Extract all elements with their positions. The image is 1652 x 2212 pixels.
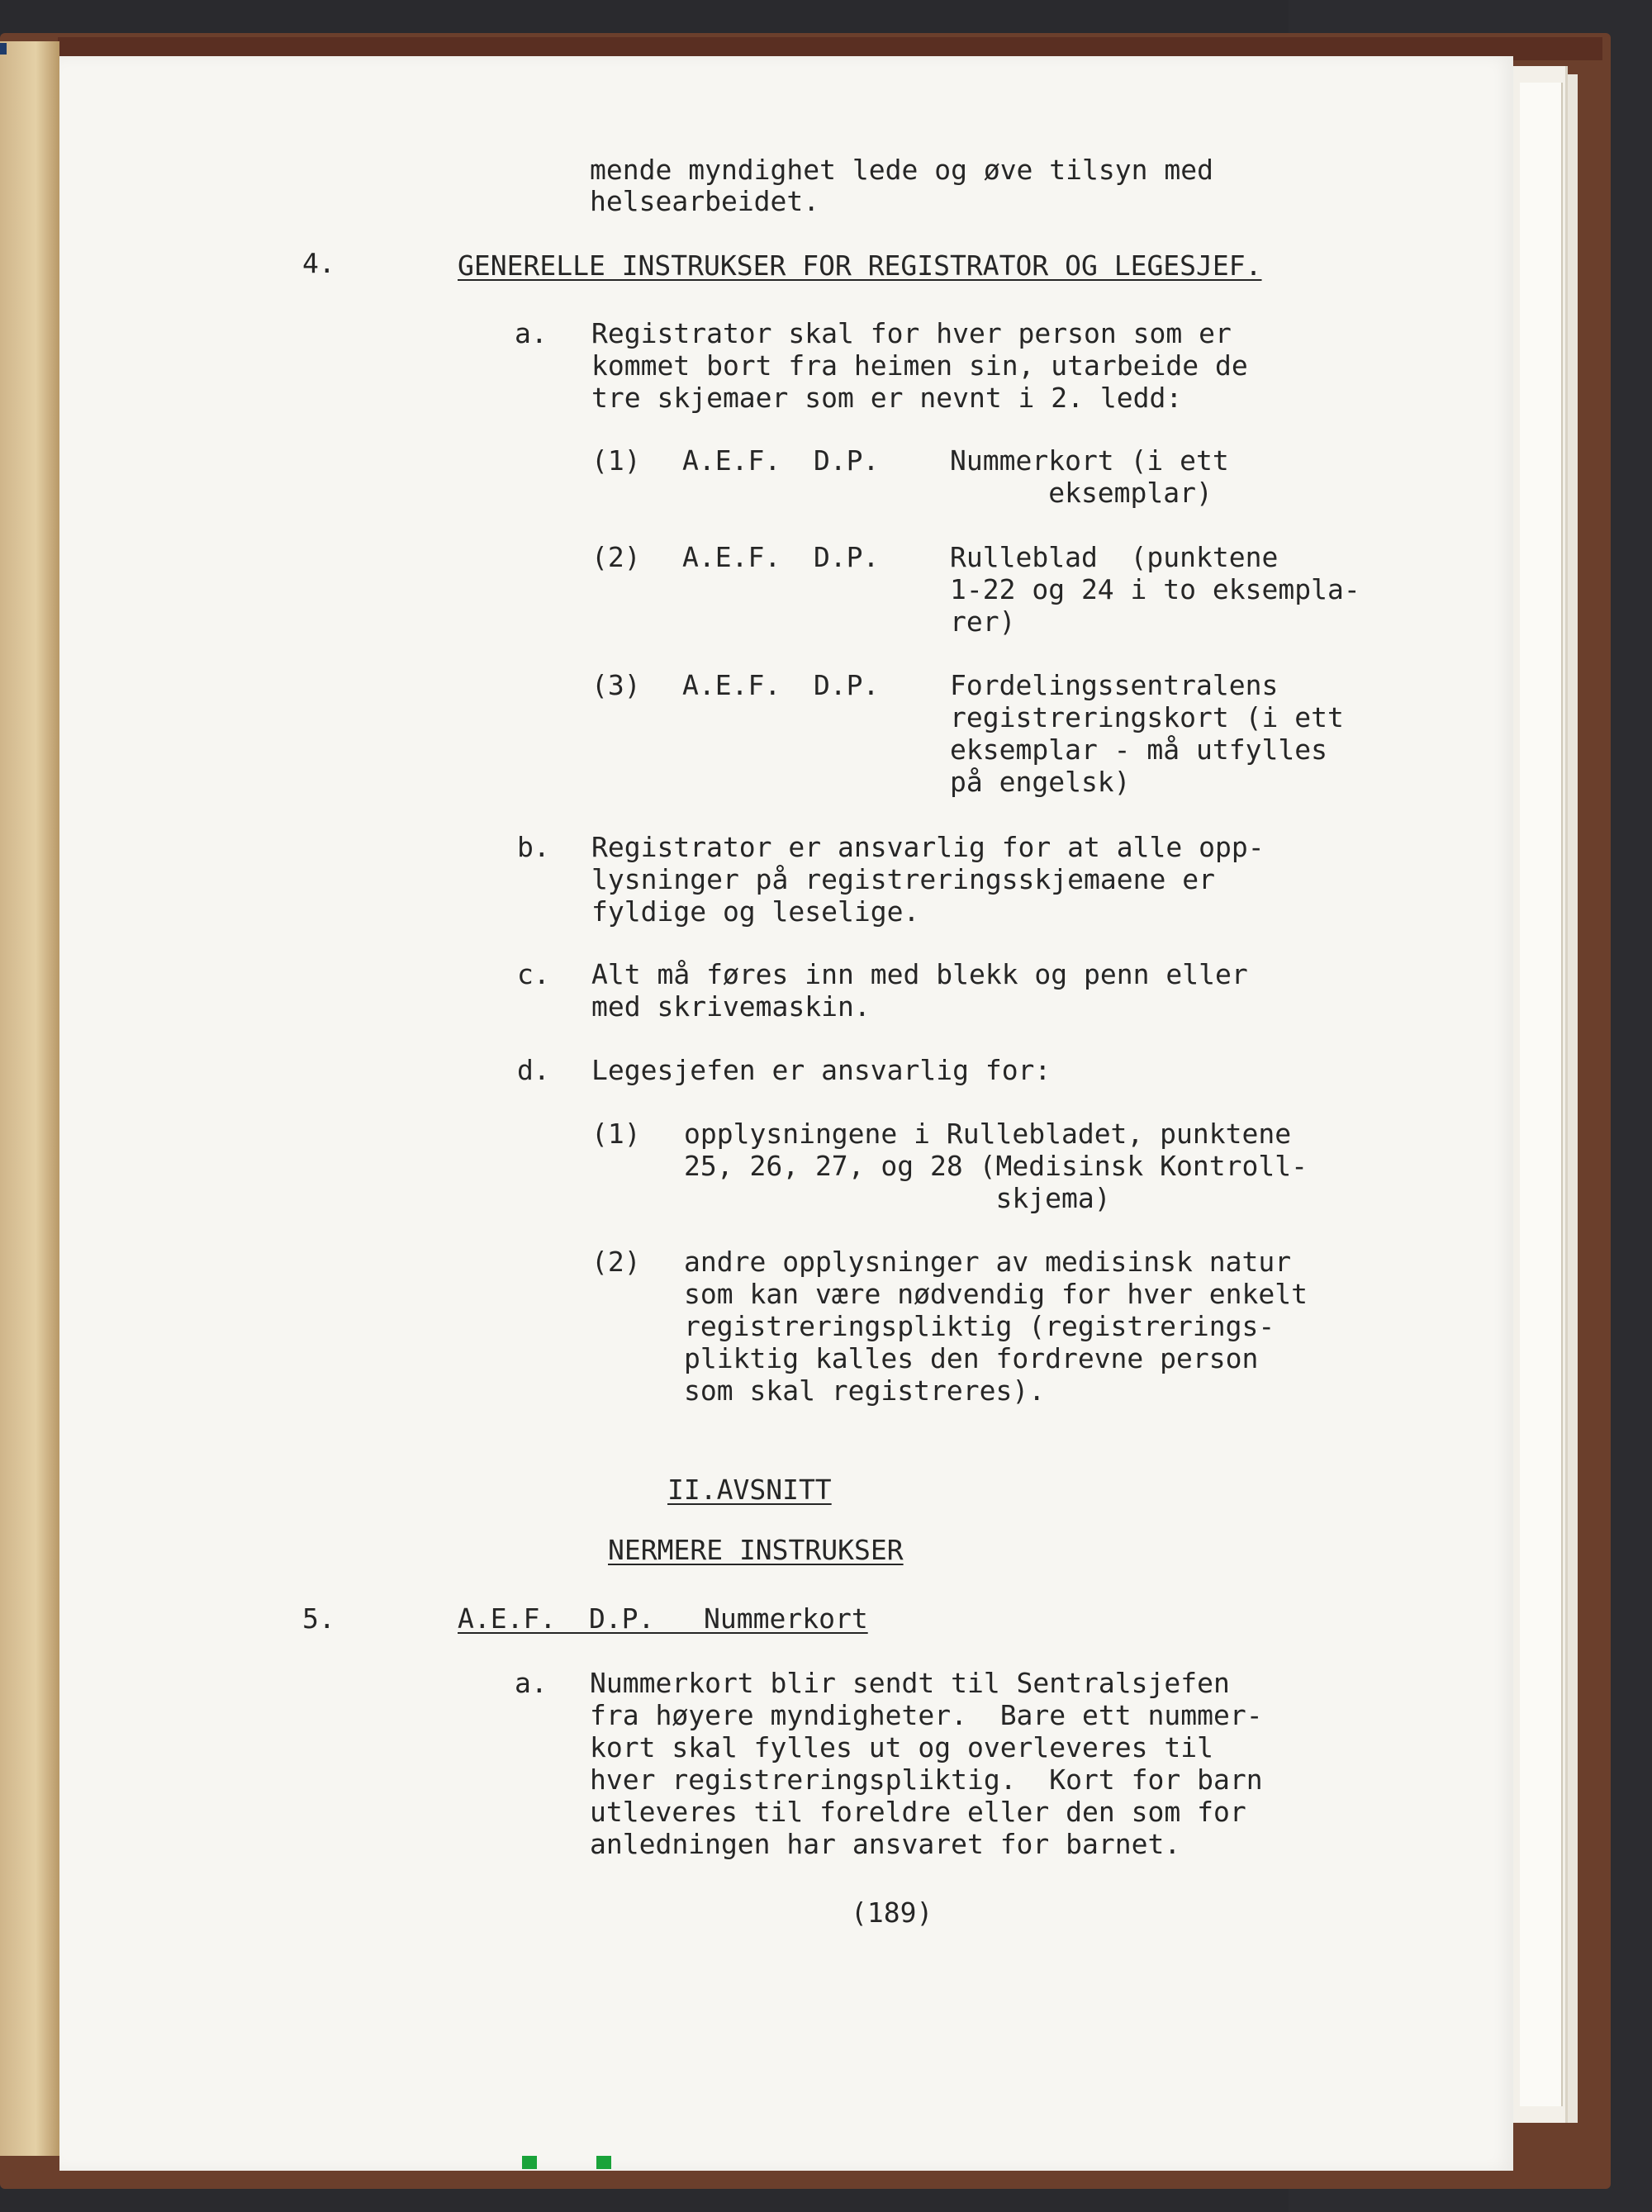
paragraph-line: Registrator skal for hver person som er bbox=[591, 317, 1232, 349]
subitem-line: pliktig kalles den fordrevne person bbox=[684, 1342, 1259, 1374]
green-tab bbox=[596, 2156, 611, 2169]
intro-line: helsearbeidet. bbox=[590, 185, 820, 217]
paragraph-line: tre skjemaer som er nevnt i 2. ledd: bbox=[591, 382, 1183, 414]
form-code: A.E.F. D.P. bbox=[682, 444, 880, 477]
part-subheading: NERMERE INSTRUKSER bbox=[608, 1534, 904, 1566]
subitem-line: Nummerkort (i ett bbox=[950, 444, 1229, 477]
subitem-number: (2) bbox=[591, 541, 641, 573]
subitem-number: (1) bbox=[591, 1118, 641, 1150]
book-spine bbox=[0, 41, 59, 2156]
item-label: d. bbox=[517, 1054, 550, 1086]
subitem-line: Fordelingssentralens bbox=[950, 669, 1279, 701]
subitem-line: som skal registreres). bbox=[684, 1374, 1046, 1407]
section-number: 5. bbox=[302, 1602, 335, 1635]
subitem-number: (2) bbox=[591, 1246, 641, 1278]
page-stack bbox=[1520, 83, 1563, 2106]
paragraph-line: fra høyere myndigheter. Bare ett nummer- bbox=[590, 1699, 1263, 1731]
section-heading: A.E.F. D.P. Nummerkort bbox=[458, 1602, 868, 1635]
subitem-line: eksemplar) bbox=[950, 477, 1213, 509]
paragraph-line: hver registreringspliktig. Kort for barn bbox=[590, 1763, 1263, 1796]
item-label: b. bbox=[517, 831, 550, 863]
paragraph-line: med skrivemaskin. bbox=[591, 990, 871, 1023]
paragraph-line: kommet bort fra heimen sin, utarbeide de bbox=[591, 349, 1248, 382]
paragraph-line: Alt må føres inn med blekk og penn eller bbox=[591, 958, 1248, 990]
form-code: A.E.F. D.P. bbox=[682, 669, 880, 701]
paragraph-line: Nummerkort blir sendt til Sentralsjefen bbox=[590, 1667, 1230, 1699]
item-label: c. bbox=[517, 958, 550, 990]
item-label: a. bbox=[515, 1667, 548, 1699]
subitem-line: Rulleblad (punktene bbox=[950, 541, 1279, 573]
spine-edge bbox=[0, 43, 7, 55]
part-heading: II.AVSNITT bbox=[667, 1474, 832, 1506]
paragraph-line: kort skal fylles ut og overleveres til bbox=[590, 1731, 1213, 1763]
page-number: (189) bbox=[851, 1896, 933, 1929]
subitem-line: andre opplysninger av medisinsk natur bbox=[684, 1246, 1292, 1278]
form-code: A.E.F. D.P. bbox=[682, 541, 880, 573]
paragraph-line: anledningen har ansvaret for barnet. bbox=[590, 1828, 1181, 1860]
intro-line: mende myndighet lede og øve tilsyn med bbox=[590, 154, 1213, 186]
paragraph-line: utleveres til foreldre eller den som for bbox=[590, 1796, 1246, 1828]
subitem-line: 25, 26, 27, og 28 (Medisinsk Kontroll- bbox=[684, 1150, 1308, 1182]
subitem-number: (1) bbox=[591, 444, 641, 477]
section-number: 4. bbox=[302, 247, 335, 279]
section-heading: GENERELLE INSTRUKSER FOR REGISTRATOR OG LEGESJEF. bbox=[458, 249, 1262, 282]
subitem-line: registreringskort (i ett bbox=[950, 701, 1344, 733]
paragraph-line: lysninger på registreringsskjemaene er bbox=[591, 863, 1215, 895]
subitem-number: (3) bbox=[591, 669, 641, 701]
subitem-line: som kan være nødvendig for hver enkelt bbox=[684, 1278, 1308, 1310]
subitem-line: registreringspliktig (registrerings- bbox=[684, 1310, 1275, 1342]
subitem-line: eksemplar - må utfylles bbox=[950, 733, 1327, 766]
item-label: a. bbox=[515, 317, 548, 349]
subitem-line: på engelsk) bbox=[950, 766, 1131, 798]
paragraph-line: fyldige og leselige. bbox=[591, 895, 920, 928]
subitem-line: rer) bbox=[950, 605, 1016, 638]
paragraph-line: Registrator er ansvarlig for at alle opp- bbox=[591, 831, 1265, 863]
green-tab bbox=[522, 2156, 537, 2169]
paragraph-line: Legesjefen er ansvarlig for: bbox=[591, 1054, 1051, 1086]
subitem-line: skjema) bbox=[684, 1182, 1111, 1214]
subitem-line: opplysningene i Rullebladet, punktene bbox=[684, 1118, 1292, 1150]
subitem-line: 1-22 og 24 i to eksempla- bbox=[950, 573, 1360, 605]
